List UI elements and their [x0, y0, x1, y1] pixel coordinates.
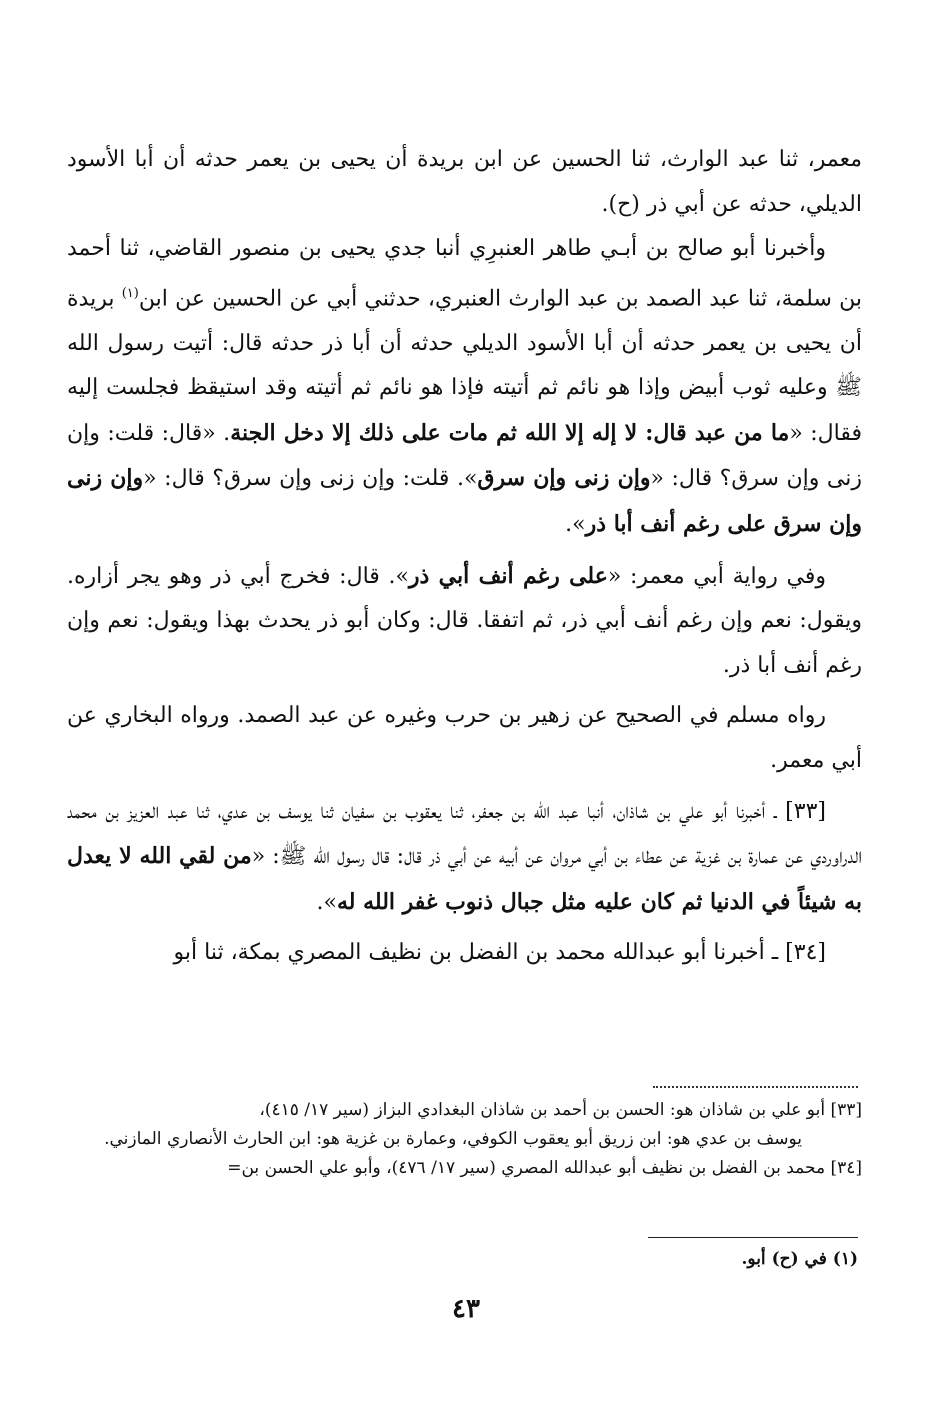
- hadith-text-4: على رغم أنف أبي ذر: [408, 562, 608, 589]
- editor-notes: [67, 1096, 862, 1183]
- paragraph-6-text: [٣٤] ـ أخبرنا أبو عبدالله محمد بن الفضل بن نظيف المصري بمكة، ثنا أبو: [173, 940, 826, 966]
- paragraph-3-text-b: ». قال: فخرج أبي ذر وهو يجر أزاره. ويقول: نعم وإن رغم أنف أبي ذر، ثم اتفقا. قال: وكان أبو ذر يحدث بهذا ويقول: نعم وإن رغم أنف أبا ذر.: [67, 563, 862, 678]
- paragraph-2-text-b: بريدة أن يحيى بن يعمر حدثه أن أبا الأسود الديلي حدثه أن أبا ذر حدثه قال: أتيت رسول الله ﷺ وعليه ثوب أبيض وإذا هو نائم ثم أتيته فإذا هو نائم ثم أتيته وقد استيقظ فجلست إليه فقال: «: [67, 286, 862, 446]
- paragraph-3: [67, 554, 862, 689]
- hadith-text-5: من لقي الله لا يعدل به شيئاً في الدنيا ثم كان عليه مثل جبال ذنوب غفر الله له: [67, 843, 862, 915]
- paragraph-2-text-e: ».: [565, 512, 586, 538]
- footnote-ref-1: (١): [121, 285, 139, 301]
- note-34: [٣٤] محمد بن الفضل بن نظيف أبو عبدالله المصري (سير ١٧/ ٤٧٦)، وأبو علي الحسن بن=: [227, 1158, 862, 1178]
- hadith-text-2: وإن زنى وإن سرق: [477, 465, 651, 492]
- page-number: ٤٣: [452, 1294, 480, 1324]
- note-33-line-1: [٣٣] أبو علي بن شاذان هو: الحسن بن أحمد بن شاذان البغدادي البزاز (سير ١٧/ ٤١٥)،: [259, 1100, 862, 1120]
- hadith-text-1: ما من عبد قال: لا إله إلا الله ثم مات على ذلك إلا دخل الجنة: [230, 419, 790, 446]
- footnote-1: (١) في (ح) أبو.: [741, 1249, 858, 1269]
- footnote-separator: [648, 1237, 858, 1238]
- paragraph-5-text-a: [٣٣] ـ أخبرنا أبو علي بن شاذان، أنبا عبد الله بن جعفر، ثنا يعقوب بن سفيان ثنا يوسف بن عدي، ثنا عبد العزيز بن محمد الدراوردي عن عمارة بن غزية عن عطاء بن أبي مروان عن أبيه عن أبي ذر قال: قال رسول الله ﷺ: «: [67, 798, 863, 870]
- paragraph-5-text-b: ».: [316, 889, 337, 915]
- paragraph-4-text: رواه مسلم في الصحيح عن زهير بن حرب وغيره عن عبد الصمد. ورواه البخاري عن أبي معمر.: [67, 703, 862, 774]
- paragraph-1: [67, 138, 862, 227]
- main-text: [67, 138, 862, 976]
- paragraph-5: [67, 790, 862, 926]
- note-33-continuation: يوسف بن عدي هو: ابن زريق أبو يعقوب الكوفي، وعمارة بن غزية هو: ابن الحارث الأنصاري المازني.: [104, 1129, 802, 1149]
- paragraph-2-text-a: وأخبرنا أبو صالح بن أبـي طاهر العنبرِي أنبا جدي يحيى بن منصور القاضي، ثنا أحمد بن سلمة، ثنا عبد الصمد بن عبد الوارث العنبري، حدثني أبي عن الحسين عن ابن: [67, 236, 863, 312]
- paragraph-2-text-d: ». قلت: وإن زنى وإن سرق؟ قال: «: [143, 466, 478, 492]
- paragraph-4: [67, 694, 862, 783]
- paragraph-3-text-a: وفي رواية أبي معمر: «: [607, 563, 826, 589]
- paragraph-2: [67, 227, 862, 547]
- notes-separator: [653, 1086, 858, 1088]
- hadith-text-3: وإن زنى وإن سرق على رغم أنف أبا ذر: [67, 465, 862, 538]
- paragraph-1-text: معمر، ثنا عبد الوارث، ثنا الحسين عن ابن بريدة أن يحيى بن يعمر حدثه أن أبا الأسود الديلي، حدثه عن أبي ذر (ح).: [67, 147, 862, 217]
- paragraph-2-text-c: . «قال: قلت: وإن زنى وإن سرق؟ قال: «: [67, 420, 863, 492]
- paragraph-6: [67, 931, 862, 976]
